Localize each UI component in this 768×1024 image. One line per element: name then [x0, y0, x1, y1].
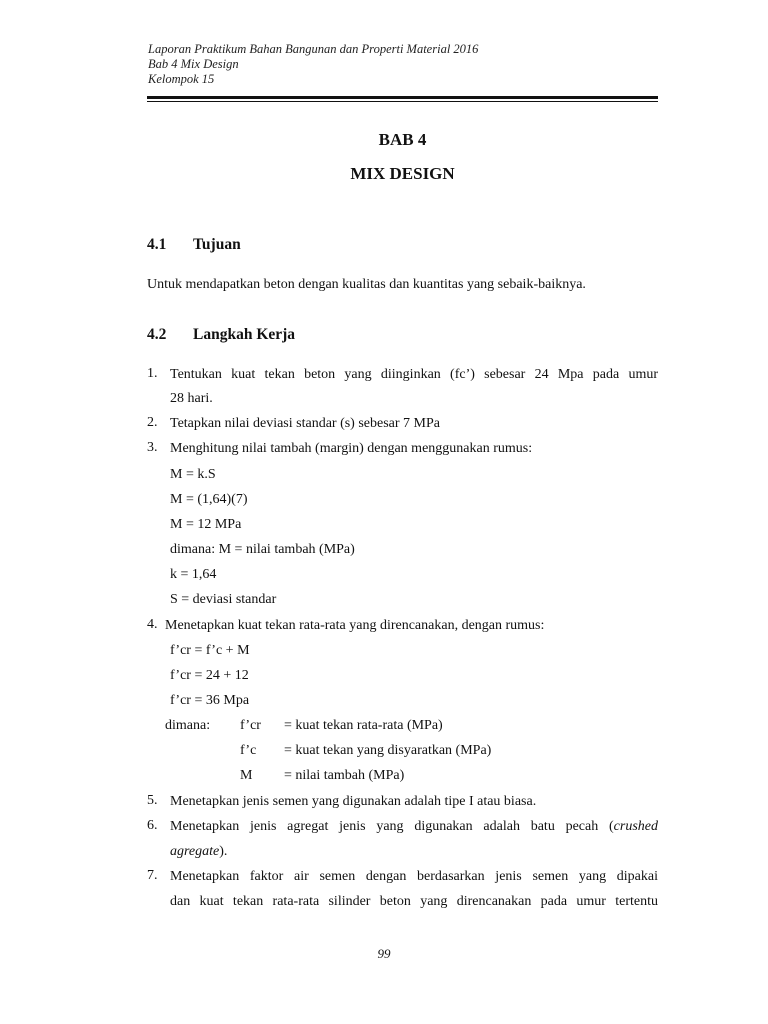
formula-line: f’cr = f’c + M	[170, 643, 250, 658]
step-number: 7.	[147, 868, 158, 883]
step-6-term-agregate: agregate	[170, 844, 220, 859]
step-6-line-1-text: Menetapkan jenis agregat jenis yang digunakan adalah batu pecah (	[170, 819, 614, 834]
section-heading-tujuan	[147, 236, 241, 254]
definition-description: = nilai tambah (MPa)	[284, 768, 405, 783]
formula-line: M = (1,64)(7)	[170, 492, 248, 507]
step-7-line-2: dan kuat tekan rata-rata silinder beton yang direncanakan pada umur tertentu	[170, 894, 658, 909]
formula-line: f’cr = 24 + 12	[170, 668, 249, 683]
step-1-line-2: 28 hari.	[170, 391, 213, 406]
section-heading-langkah-kerja	[147, 326, 295, 344]
step-6-line-2-end: ).	[219, 844, 228, 859]
step-3-text: Menghitung nilai tambah (margin) dengan menggunakan rumus:	[170, 441, 533, 456]
section-number: 4.2	[147, 326, 167, 343]
definition-description: = kuat tekan yang disyaratkan (MPa)	[284, 743, 492, 758]
step-number: 3.	[147, 440, 158, 455]
step-5-text: Menetapkan jenis semen yang digunakan adalah tipe I atau biasa.	[170, 794, 537, 809]
running-header	[148, 42, 478, 87]
formula-line: k = 1,64	[170, 567, 217, 582]
header-group: Kelompok 15	[148, 72, 215, 86]
step-2-text: Tetapkan nilai deviasi standar (s) sebesar 7 MPa	[170, 416, 440, 431]
header-chapter: Bab 4 Mix Design	[148, 57, 239, 71]
step-4-text: Menetapkan kuat tekan rata-rata yang direncanakan, dengan rumus:	[165, 618, 545, 633]
where-label: dimana:	[165, 718, 211, 733]
step-number: 1.	[147, 366, 158, 381]
chapter-label: BAB 4	[378, 130, 427, 149]
step-number: 4.	[147, 617, 158, 632]
step-6-term-crushed: crushed	[613, 819, 658, 834]
step-6-line-1	[170, 818, 658, 835]
header-report-title: Laporan Praktikum Bahan Bangunan dan Properti Material 2016	[148, 42, 479, 56]
definition-description: = kuat tekan rata-rata (MPa)	[284, 718, 443, 733]
header-rule-thin	[147, 101, 658, 102]
page-number: 99	[377, 946, 391, 961]
definition-symbol: f’cr	[240, 718, 261, 733]
tujuan-paragraph: Untuk mendapatkan beton dengan kualitas dan kuantitas yang sebaik-baiknya.	[147, 277, 586, 292]
definition-symbol: f’c	[240, 743, 257, 758]
formula-line: M = k.S	[170, 467, 216, 482]
step-7-text	[170, 868, 658, 885]
step-7-text-2	[170, 893, 658, 910]
chapter-title: MIX DESIGN	[350, 164, 455, 183]
header-rule-thick	[147, 96, 658, 99]
formula-line: f’cr = 36 Mpa	[170, 693, 250, 708]
section-title: Tujuan	[193, 236, 241, 253]
formula-line: M = 12 MPa	[170, 517, 242, 532]
step-1-text	[170, 366, 658, 383]
step-1-line-1: Tentukan kuat tekan beton yang diinginkan (fc’) sebesar 24 Mpa pada umur	[170, 367, 658, 382]
formula-line: dimana: M = nilai tambah (MPa)	[170, 542, 355, 557]
section-title: Langkah Kerja	[193, 326, 296, 343]
formula-line: S = deviasi standar	[170, 592, 277, 607]
step-6-line-2	[170, 843, 227, 860]
step-number: 2.	[147, 415, 158, 430]
definition-symbol: M	[240, 768, 253, 783]
step-7-line-1: Menetapkan faktor air semen dengan berdasarkan jenis semen yang dipakai	[170, 869, 658, 884]
section-number: 4.1	[147, 236, 167, 253]
step-6-text	[170, 818, 658, 835]
step-number: 5.	[147, 793, 158, 808]
step-number: 6.	[147, 818, 158, 833]
